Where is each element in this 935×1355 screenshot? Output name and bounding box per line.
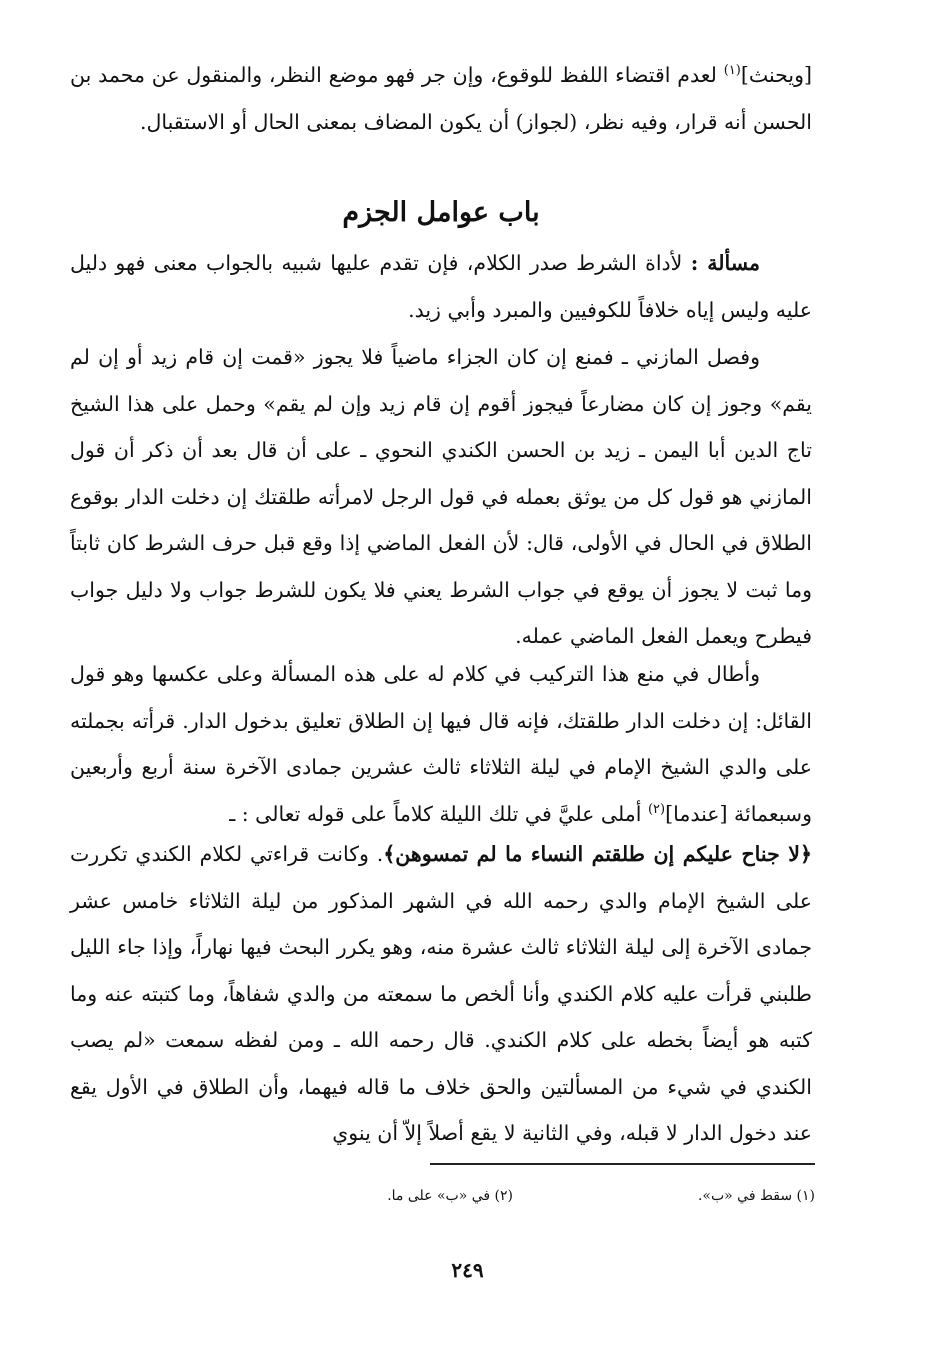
intro-text: لعدم اقتضاء اللفظ للوقوع، وإن جر فهو موضع النظر، والمنقول عن محمد بن الحسن أنه قرار، وفيه نظر، (لجواز) أن يكون المضاف بمعنى الحال أو الاستقبال.: [70, 63, 812, 134]
paragraph-mazini: [70, 334, 812, 660]
masala-label: مسألة :: [690, 251, 760, 275]
paragraph-quran: [70, 831, 812, 1157]
footnote-2: (٢) في «ب» على ما.: [387, 1188, 513, 1204]
footnote-ref-1: (١): [723, 63, 741, 79]
footnote-ref-2: (٢): [647, 801, 666, 817]
tarkib-text-after: أملى عليَّ في تلك الليلة كلاماً على قوله تعالى : ـ: [229, 801, 642, 826]
paragraph-masala: [70, 240, 812, 333]
page-number: ٢٤٩: [451, 1258, 484, 1282]
masala-text: لأداة الشرط صدر الكلام، فإن تقدم عليها شبيه بالجواب معنى فهو دليل عليه وليس إياه خلافاً للكوفيين والمبرد وأبي زيد.: [70, 251, 812, 322]
quran-paragraph-text: . وكانت قراءتي لكلام الكندي تكررت على الشيخ الإمام والدي رحمه الله في الشهر المذكور من ليلة الثلاثاء خامس عشر جمادى الآخرة إلى ليلة الثلاثاء ثالث عشرة منه، وهو يكرر البحث فيها نهاراً، وإذا جاء الليل طلبني قرأت عليه كلام الكندي وأنا ألخص ما سمعته من والدي شفاهاً، وما كتبته عنه وما كتبه هو أيضاً بخطه على كلام الكندي. قال رحمه الله ـ ومن لفظه سمعت «لم يصب الكندي في شيء من المسألتين والحق خلاف ما قاله فيهما، وأن الطلاق في الأول يقع عند دخول الدار لا قبله، وفي الثانية لا يقع أصلاً إلاّ أن ينوي: [70, 842, 812, 1145]
footnote-separator: [430, 1163, 815, 1165]
quran-verse: ﴿لا جناح عليكم إن طلقتم النساء ما لم تمسوهن﴾: [383, 842, 813, 866]
mazini-text: وفصل المازني ـ فمنع إن كان الجزاء ماضياً فلا يجوز «قمت إن قام زيد أو إن لم يقم» وجوز إن كان مضارعاً فيجوز أقوم إن قام زيد وإن لم يقم» وحمل على هذا الشيخ تاج الدين أبا اليمن ـ زيد بن الحسن الكندي النحوي ـ على أن قال بعد أن ذكر أن قول المازني هو قول كل من يوثق بعمله في قول الرجل لامرأته طلقتك إن دخلت الدار بوقوع الطلاق في الحال في الأولى، قال: لأن الفعل الماضي إذا وقع قبل حرف الشرط كان ثابتاً وما ثبت لا يجوز أن يوقع في جواب الشرط يعني فلا يكون للشرط جواب ولا دليل جواب فيطرح ويعمل الفعل الماضي عمله.: [70, 345, 812, 648]
tarkib-bracket: [عندما]: [665, 801, 728, 826]
intro-lead: [ويحنث]: [740, 63, 812, 87]
chapter-heading: باب عوامل الجزم: [342, 197, 540, 228]
intro-paragraph: [70, 52, 812, 145]
footnote-1: (١) سقط في «ب».: [697, 1188, 815, 1204]
tarkib-text-before: وأطال في منع هذا التركيب في كلام له على هذه المسألة وعلى عكسها وهو قول القائل: إن دخلت الدار طلقتك، فإنه قال فيها إن الطلاق تعليق بدخول الدار. قرأته بجملته على والدي الشيخ الإمام في ليلة الثلاثاء ثالث عشرين جمادى الآخرة سنة أربع وأربعين وسبعمائة: [70, 662, 812, 826]
paragraph-tarkib: [70, 651, 812, 837]
